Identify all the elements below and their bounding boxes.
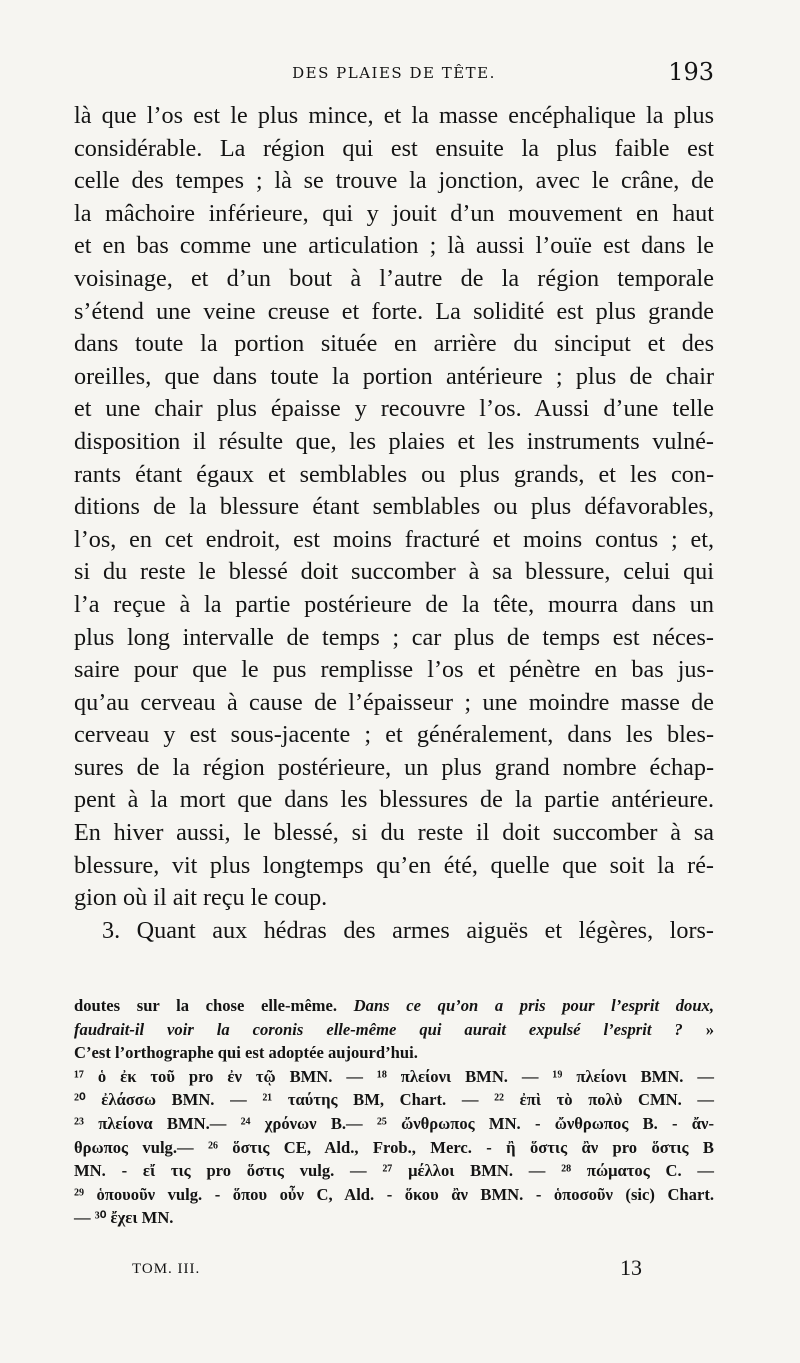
text-line: En hiver aussi, le blessé, si du reste il doit succomber à sa [74,819,714,847]
text-line: ditions de la blessure étant semblables ou plus défavorables, [74,493,714,521]
text-line: qu’au cerveau à cause de l’épaisseur ; une moindre masse de [74,688,714,716]
text-line: l’os, en cet endroit, est moins fracturé et moins contus ; et, [74,525,714,553]
note-line [74,994,714,1018]
text-line: voisinage, et d’un bout à l’autre de la région temporale [74,264,714,292]
note-italic: Dans ce qu’on a pris pour l’esprit doux, [353,996,715,1015]
page-number: 193 [668,58,714,86]
text-line: dans toute la portion située en arrière du sinciput et des [74,330,714,358]
text-line: considérable. La région qui est ensuite la plus faible est [74,134,714,162]
note-line: C’est l’orthographe qui est adoptée aujourd’hui. [74,1043,418,1063]
text-line: rants étant égaux et semblables ou plus grands, et les con- [74,460,714,488]
text-line: cerveau y est sous-jacente ; et généralement, dans les bles- [74,721,714,749]
text-line: blessure, vit plus longtemps qu’en été, quelle que soit la ré- [74,851,714,879]
text-line: l’a reçue à la partie postérieure de la tête, mourra dans un [74,590,714,618]
text-line: et une chair plus épaisse y recouvre l’os. Aussi d’une telle [74,395,714,423]
text-line: oreilles, que dans toute la portion antérieure ; plus de chair [74,362,714,390]
section-3-line: 3. Quant aux hédras des armes aiguës et légères, lors- [102,916,714,944]
text-line: saire pour que le pus remplisse l’os et pénètre en bas jus- [74,656,714,684]
running-title: DES PLAIES DE TÊTE. [292,64,496,82]
volume-signature: TOM. III. [132,1261,201,1277]
text-line: la mâchoire inférieure, qui y jouit d’un mouvement en haut [74,199,714,227]
text-line: sures de la région postérieure, un plus grand nombre échap- [74,753,714,781]
text-line: et en bas comme une articulation ; là aussi l’ouïe est dans le [74,232,714,260]
main-text [74,100,714,947]
note-italic: faudrait-il voir la coronis elle-même qui aurait expulsé l’esprit ? [74,1019,683,1039]
text-line: pent à la mort que dans les blessures de la partie antérieure. [74,786,714,814]
variant-line: — ³⁰ ἔχει MN. [74,1208,174,1228]
text-line: si du reste le blessé doit succomber à sa blessure, celui qui [74,558,714,586]
variant-line: ²⁹ ὁπουοῦν vulg. - ὅπου οὖν C, Ald. - ὅκου ἂν BMN. - ὁποσοῦν (sic) Chart. [74,1184,714,1204]
footnotes [74,994,714,1230]
signature-number: 13 [620,1255,642,1280]
text-line: plus long intervalle de temps ; car plus de temps est néces- [74,623,714,651]
note-text: doutes sur la chose elle-même. [74,996,354,1015]
variant-line: θρωπος vulg.— ²⁶ ὅστις CE, Ald., Frob., Merc. - ἢ ὅστις ἂν pro ὅστις B [74,1137,714,1157]
text-line: s’étend une veine creuse et forte. La solidité est plus grande [74,297,714,325]
page-footer [132,1255,642,1285]
note-text: » [682,1019,714,1039]
text-line: là que l’os est le plus mince, et la masse encéphalique la plus [74,102,714,129]
variant-line: ¹⁷ ὁ ἐκ τοῦ pro ἐν τῷ BMN. — ¹⁸ πλείονι BMN. — ¹⁹ πλείονι BMN. — [74,1066,714,1086]
page-header [74,58,714,90]
note-line [74,1018,714,1042]
text-line: disposition il résulte que, les plaies et les instruments vulné- [74,427,714,455]
text-line: celle des tempes ; là se trouve la jonction, avec le crâne, de [74,167,714,195]
text-line: gion où il ait reçu le coup. [74,884,328,912]
variant-line: ²³ πλείονα BMN.— ²⁴ χρόνων B.— ²⁵ ὤνθρωπος MN. - ὤνθρωπος B. - ἄν- [74,1113,714,1133]
variant-line: ²⁰ ἐλάσσω BMN. — ²¹ ταύτης BM, Chart. — ²² ἐπὶ τὸ πολὺ CMN. — [74,1090,714,1110]
variant-line: MN. - εἴ τις pro ὅστις vulg. — ²⁷ μέλλοι BMN. — ²⁸ πώματος C. — [74,1161,714,1181]
